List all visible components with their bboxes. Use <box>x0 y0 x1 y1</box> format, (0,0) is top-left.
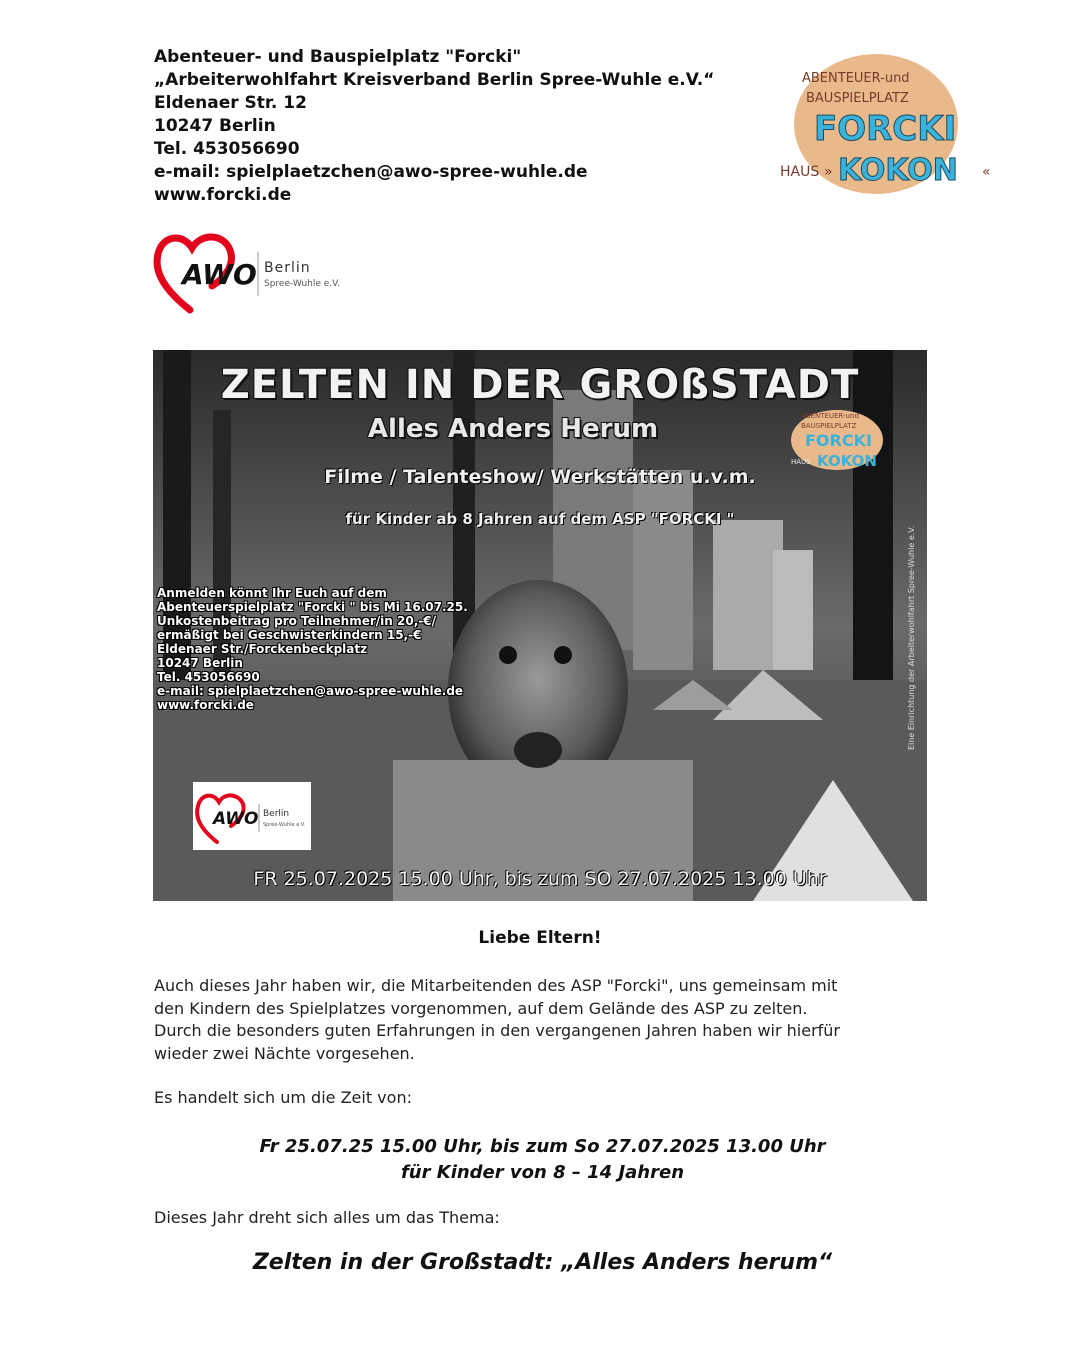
poster-info-line: Eldenaer Str./Forckenbeckplatz <box>157 642 368 656</box>
poster-info-line: www.forcki.de <box>157 698 254 712</box>
address-line: „Arbeiterwohlfahrt Kreisverband Berlin Spree-Wuhle e.V.“ <box>154 70 715 90</box>
forcki-logo <box>778 52 1008 202</box>
event-age-line: für Kinder von 8 – 14 Jahren <box>400 1162 685 1183</box>
poster-info-line: Unkostenbeitrag pro Teilnehmer/in 20,-€/ <box>157 614 436 628</box>
address-line: Tel. 453056690 <box>154 139 300 159</box>
poster-info-line: ermäßigt bei Geschwisterkindern 15,-€ <box>157 628 422 642</box>
intro-paragraph <box>154 975 944 1065</box>
poster-info-line: Anmelden könnt Ihr Euch auf dem <box>157 586 387 600</box>
address-line: Eldenaer Str. 12 <box>154 93 307 113</box>
awo-sub: Spree-Wuhle e.V. <box>263 822 306 828</box>
logo-kokon: KOKON <box>838 153 958 188</box>
logo-text: BAUSPIELPLATZ <box>806 91 909 106</box>
paragraph-line: den Kindern des Spielplatzes vorgenommen, auf dem Gelände des ASP zu zelten. <box>154 998 808 1018</box>
address-line: Abenteuer- und Bauspielplatz "Forcki" <box>154 47 522 67</box>
awo-city: Berlin <box>263 809 290 819</box>
theme-title: Zelten in der Großstadt: „Alles Anders herum“ <box>252 1250 833 1275</box>
poster-activities: Filme / Talenteshow/ Werkstätten u.v.m. <box>324 466 756 488</box>
poster-subtitle: Alles Anders Herum <box>367 414 659 444</box>
poster-awo-logo <box>193 782 311 850</box>
address-website: www.forcki.de <box>154 185 292 205</box>
paragraph-line: Durch die besonders guten Erfahrungen in den vergangenen Jahren haben wir hierfür <box>154 1021 841 1040</box>
poster-audience: für Kinder ab 8 Jahren auf dem ASP "FORCKI " <box>345 510 735 528</box>
awo-city: Berlin <box>264 260 311 276</box>
sender-address <box>154 46 714 207</box>
awo-logo <box>152 222 347 322</box>
greeting: Liebe Eltern! <box>478 928 602 948</box>
address-line: 10247 Berlin <box>154 116 276 136</box>
logo-name: FORCKI <box>805 431 872 450</box>
poster-info-line: 10247 Berlin <box>157 656 243 670</box>
logo-text: HAUS <box>791 458 811 466</box>
poster-info-line: e-mail: spielplaetzchen@awo-spree-wuhle.de <box>157 684 464 698</box>
paragraph-line: wieder zwei Nächte vorgesehen. <box>154 1043 415 1063</box>
awo-sub: Spree-Wuhle e.V. <box>264 279 341 289</box>
address-email: e-mail: spielplaetzchen@awo-spree-wuhle.de <box>154 162 588 182</box>
poster-info-line: Tel. 453056690 <box>157 670 260 684</box>
logo-text: BAUSPIELPLATZ <box>801 422 857 430</box>
awo-brand: AWO <box>213 809 259 829</box>
logo-text: HAUS <box>780 164 820 180</box>
logo-text: ABENTEUER-und <box>802 71 910 86</box>
poster-info <box>157 586 468 712</box>
logo-name: FORCKI <box>814 109 957 149</box>
poster-title: ZELTEN IN DER GROßSTADT <box>220 362 860 408</box>
paragraph-line: Auch dieses Jahr haben wir, die Mitarbeitenden des ASP "Forcki", uns gemeinsam mit <box>154 976 838 995</box>
event-poster <box>153 350 927 901</box>
period-label: Es handelt sich um die Zeit von: <box>154 1088 412 1107</box>
svg-text:«: « <box>982 164 991 180</box>
poster-date: FR 25.07.2025 15.00 Uhr, bis zum SO 27.07.2025 13.00 Uhr <box>253 868 827 890</box>
logo-text: ABENTEUER-und <box>801 412 859 420</box>
svg-text:»: » <box>824 164 833 180</box>
poster-forcki-logo <box>787 406 907 470</box>
event-dates-line: Fr 25.07.25 15.00 Uhr, bis zum So 27.07.2025 13.00 Uhr <box>259 1136 826 1157</box>
event-dates <box>0 1134 1080 1186</box>
logo-kokon: KOKON <box>817 452 877 470</box>
poster-vertical-text: Eine Einrichtung der Arbeiterwohlfahrt Spree-Wuhle e.V. <box>907 525 916 750</box>
poster-info-line: Abenteuerspielplatz "Forcki " bis Mi 16.07.25. <box>157 600 468 614</box>
theme-label: Dieses Jahr dreht sich alles um das Thema: <box>154 1208 500 1227</box>
awo-brand: AWO <box>182 258 257 291</box>
